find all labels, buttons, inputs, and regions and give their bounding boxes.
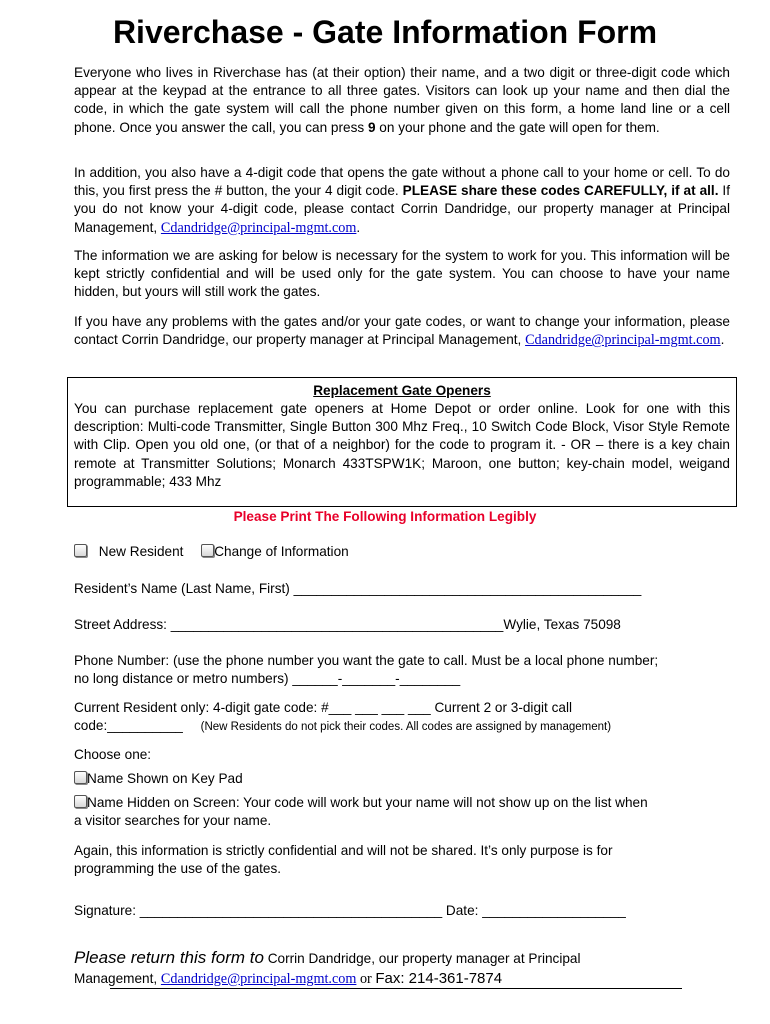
- intro-paragraph: Everyone who lives in Riverchase has (at their option) their name, and a two digit or three-digit code which appear at the keypad at the entrance to all three gates. Visitors can look up your name and then dial the code, in which the gate system will call the phone number given on this form, a home land line or a cell phone. Once you answer the call, you can press 9 on your phone and the gate will open for them.: [74, 65, 730, 135]
- manager-email-link[interactable]: Cdandridge@principal-mgmt.com: [525, 332, 721, 349]
- new-resident-label: New Resident: [98, 544, 184, 559]
- name-shown-label: Name Shown on Key Pad: [87, 771, 243, 786]
- form-title: Riverchase - Gate Information Form: [112, 14, 658, 50]
- return-instructions: Please return this form to Corrin Dandridge, our property manager at Principal Management, Cdandridge@principal-mgmt.com or Fax: 214-361-7874: [74, 948, 581, 987]
- code-paragraph: In addition, you also have a 4-digit code that opens the gate without a phone call to your home or cell. To do this, you first press the # button, the your 4 digit code. PLEASE share these codes CAREFULLY, if at all. If you do not know your 4-digit code, please contact Corrin Dandridge, our property manager at Principal Management, Cdandridge@principal-mgmt.com.: [74, 165, 730, 236]
- confidential-note-cont: programming the use of the gates.: [74, 861, 282, 876]
- call-code-row: [74, 717, 611, 736]
- call-code-field[interactable]: code:__________: [74, 718, 183, 733]
- box-text: You can purchase replacement gate openers at Home Depot or order online. Look for one with this description: Multi-code Transmitter, Single Button 300 Mhz Freq., 10 Switch Code Block, Visor Style Remote with Clip. Open you old one, (or that of a neighbor) for the code to program it. - OR – there is a key chain remote at Transmitter Solutions; Monarch 433TSPW1K; Maroon, one button; key-chain model, weigand programmable; 433 Mhz: [74, 401, 730, 489]
- box-title: Replacement Gate Openers: [313, 383, 491, 398]
- confidential-note: Again, this information is strictly confidential and will not be shared. It’s only purpose is for: [74, 843, 613, 858]
- name-hidden-label: Name Hidden on Screen: Your code will work but your name will not show up on the list when: [87, 795, 648, 810]
- name-shown-option: [74, 770, 243, 788]
- name-hidden-label-cont: a visitor searches for your name.: [74, 813, 272, 828]
- resident-type-row: [74, 543, 349, 561]
- name-hidden-option: [74, 794, 648, 812]
- privacy-paragraph: The information we are asking for below is necessary for the system to work for you. This information will be kept strictly confidential and will be used only for the gate system. You can choose to have your name hidden, but yours will still work the gates.: [74, 248, 730, 300]
- change-info-checkbox[interactable]: [201, 544, 214, 557]
- name-shown-checkbox[interactable]: [74, 771, 87, 784]
- manager-email-link[interactable]: Cdandridge@principal-mgmt.com: [160, 219, 357, 236]
- new-resident-checkbox[interactable]: [74, 544, 87, 557]
- gate-code-field[interactable]: Current Resident only: 4-digit gate code: #___ ___ ___ ___ Current 2 or 3-digit call: [74, 700, 572, 715]
- phone-number-label: Phone Number: (use the phone number you want the gate to call. Must be a local phone number;: [74, 653, 659, 668]
- fax-number: Fax: 214-361-7874: [375, 970, 503, 987]
- street-address-field[interactable]: Street Address: ____________________________________________Wylie, Texas 75098: [74, 617, 621, 632]
- name-hidden-checkbox[interactable]: [74, 795, 87, 808]
- signature-date-field[interactable]: Signature: ________________________________________ Date: ___________________: [74, 903, 626, 918]
- replacement-openers-box: [67, 377, 737, 507]
- choose-one-label: Choose one:: [74, 747, 152, 762]
- caution-text: PLEASE share these codes CAREFULLY, if at all.: [402, 183, 719, 199]
- resident-name-field[interactable]: Resident’s Name (Last Name, First) ______________________________________________: [74, 581, 642, 596]
- footer-underline: [110, 988, 682, 989]
- codes-assigned-note: (New Residents do not pick their codes. All codes are assigned by management): [200, 721, 612, 733]
- phone-number-field[interactable]: no long distance or metro numbers) ______-_______-________: [74, 671, 461, 686]
- return-heading: Please return this form to: [74, 948, 264, 967]
- problems-paragraph: If you have any problems with the gates and/or your gate codes, or want to change your information, please contact Corrin Dandridge, our property manager at Principal Management, Cdandridge@principal-mgmt.com.: [74, 314, 730, 349]
- print-notice: Please Print The Following Information Legibly: [233, 509, 537, 524]
- manager-email-link[interactable]: Cdandridge@principal-mgmt.com: [160, 971, 357, 987]
- press-key: 9: [367, 119, 376, 135]
- change-info-label: Change of Information: [214, 544, 349, 559]
